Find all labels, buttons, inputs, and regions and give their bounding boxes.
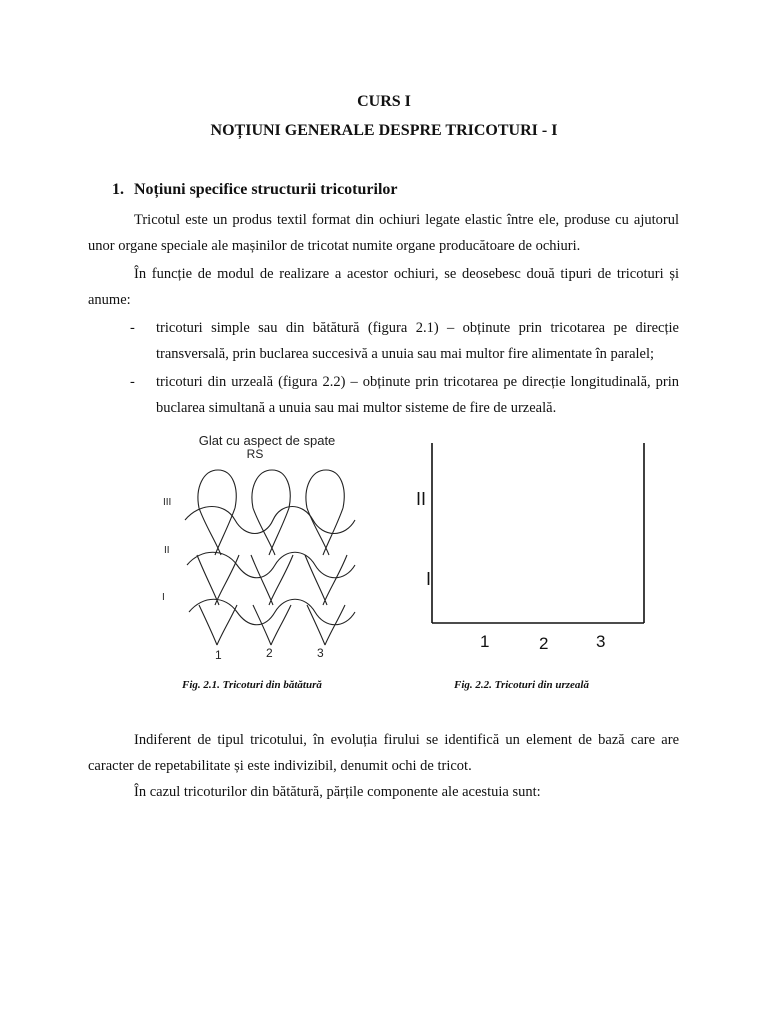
bullet-dash: - (130, 374, 135, 390)
figure1-row-label: I (162, 592, 165, 603)
figure1-col-label: 1 (215, 648, 222, 662)
paragraph-3: Indiferent de tipul tricotului, în evoluția firului se identifică un element de bază care are caracter de repetabilitate și este indivizibil, denumit ochi de tricot. (88, 732, 679, 774)
paragraph-1: Tricotul este un produs textil format din ochiuri legate elastic între ele, produse cu ajutorul unor organe speciale ale mașinilor de tricotat numite organe producătoare de ochiuri. (88, 212, 679, 254)
figure2-col-label: 2 (539, 634, 549, 653)
figure2-row-label: I (426, 569, 432, 589)
paragraph-2: În funcție de modul de realizare a acestor ochiuri, se deosebesc două tipuri de tricoturi și anume: (88, 266, 679, 308)
bullet-text: tricoturi simple sau din bătătură (figura 2.1) – obținute prin tricotarea pe direcție transversală, prin buclarea succesivă a unuia sau mai multor fire alimentate în paralel; (156, 320, 679, 362)
figure1-row-label: II (164, 545, 170, 556)
figure1-row-label: III (163, 497, 172, 508)
paragraph-4: În cazul tricoturilor din bătătură, părțile componente ale acestuia sunt: (134, 784, 541, 800)
section-title: Noțiuni specifice structurii tricoturilor (134, 181, 398, 198)
figure2-frame (432, 443, 644, 623)
bullet-item-weft (130, 315, 679, 367)
bullet-item-warp (130, 369, 679, 421)
section-heading (112, 181, 398, 199)
figure1-col-label: 3 (317, 646, 324, 660)
figure1-subtitle: RS (246, 447, 264, 461)
figure1-caption: Fig. 2.1. Tricoturi din bătătură (182, 679, 322, 691)
bullet-text: tricoturi din urzeală (figura 2.2) – obținute prin tricotarea pe direcție longitudinală, prin buclarea simultană a unuia sau mai multor sisteme de fire de urzeală. (156, 374, 679, 416)
figure1-loops (185, 470, 355, 645)
figure2-caption: Fig. 2.2. Tricoturi din urzeală (454, 679, 589, 691)
section-number: 1. (112, 181, 124, 198)
bullet-dash: - (130, 320, 135, 336)
figure-weft-knit-diagram (155, 430, 385, 665)
figure1-title: Glat cu aspect de spate (198, 433, 336, 448)
figure1-col-label: 2 (266, 646, 273, 660)
figure2-row-label: II (416, 489, 427, 509)
figure2-col-label: 3 (596, 632, 606, 651)
course-title: CURS I (357, 93, 411, 110)
figure2-col-label: 1 (480, 632, 490, 651)
main-title: NOȚIUNI GENERALE DESPRE TRICOTURI - I (210, 122, 558, 139)
figure-warp-knit-diagram (410, 435, 650, 655)
